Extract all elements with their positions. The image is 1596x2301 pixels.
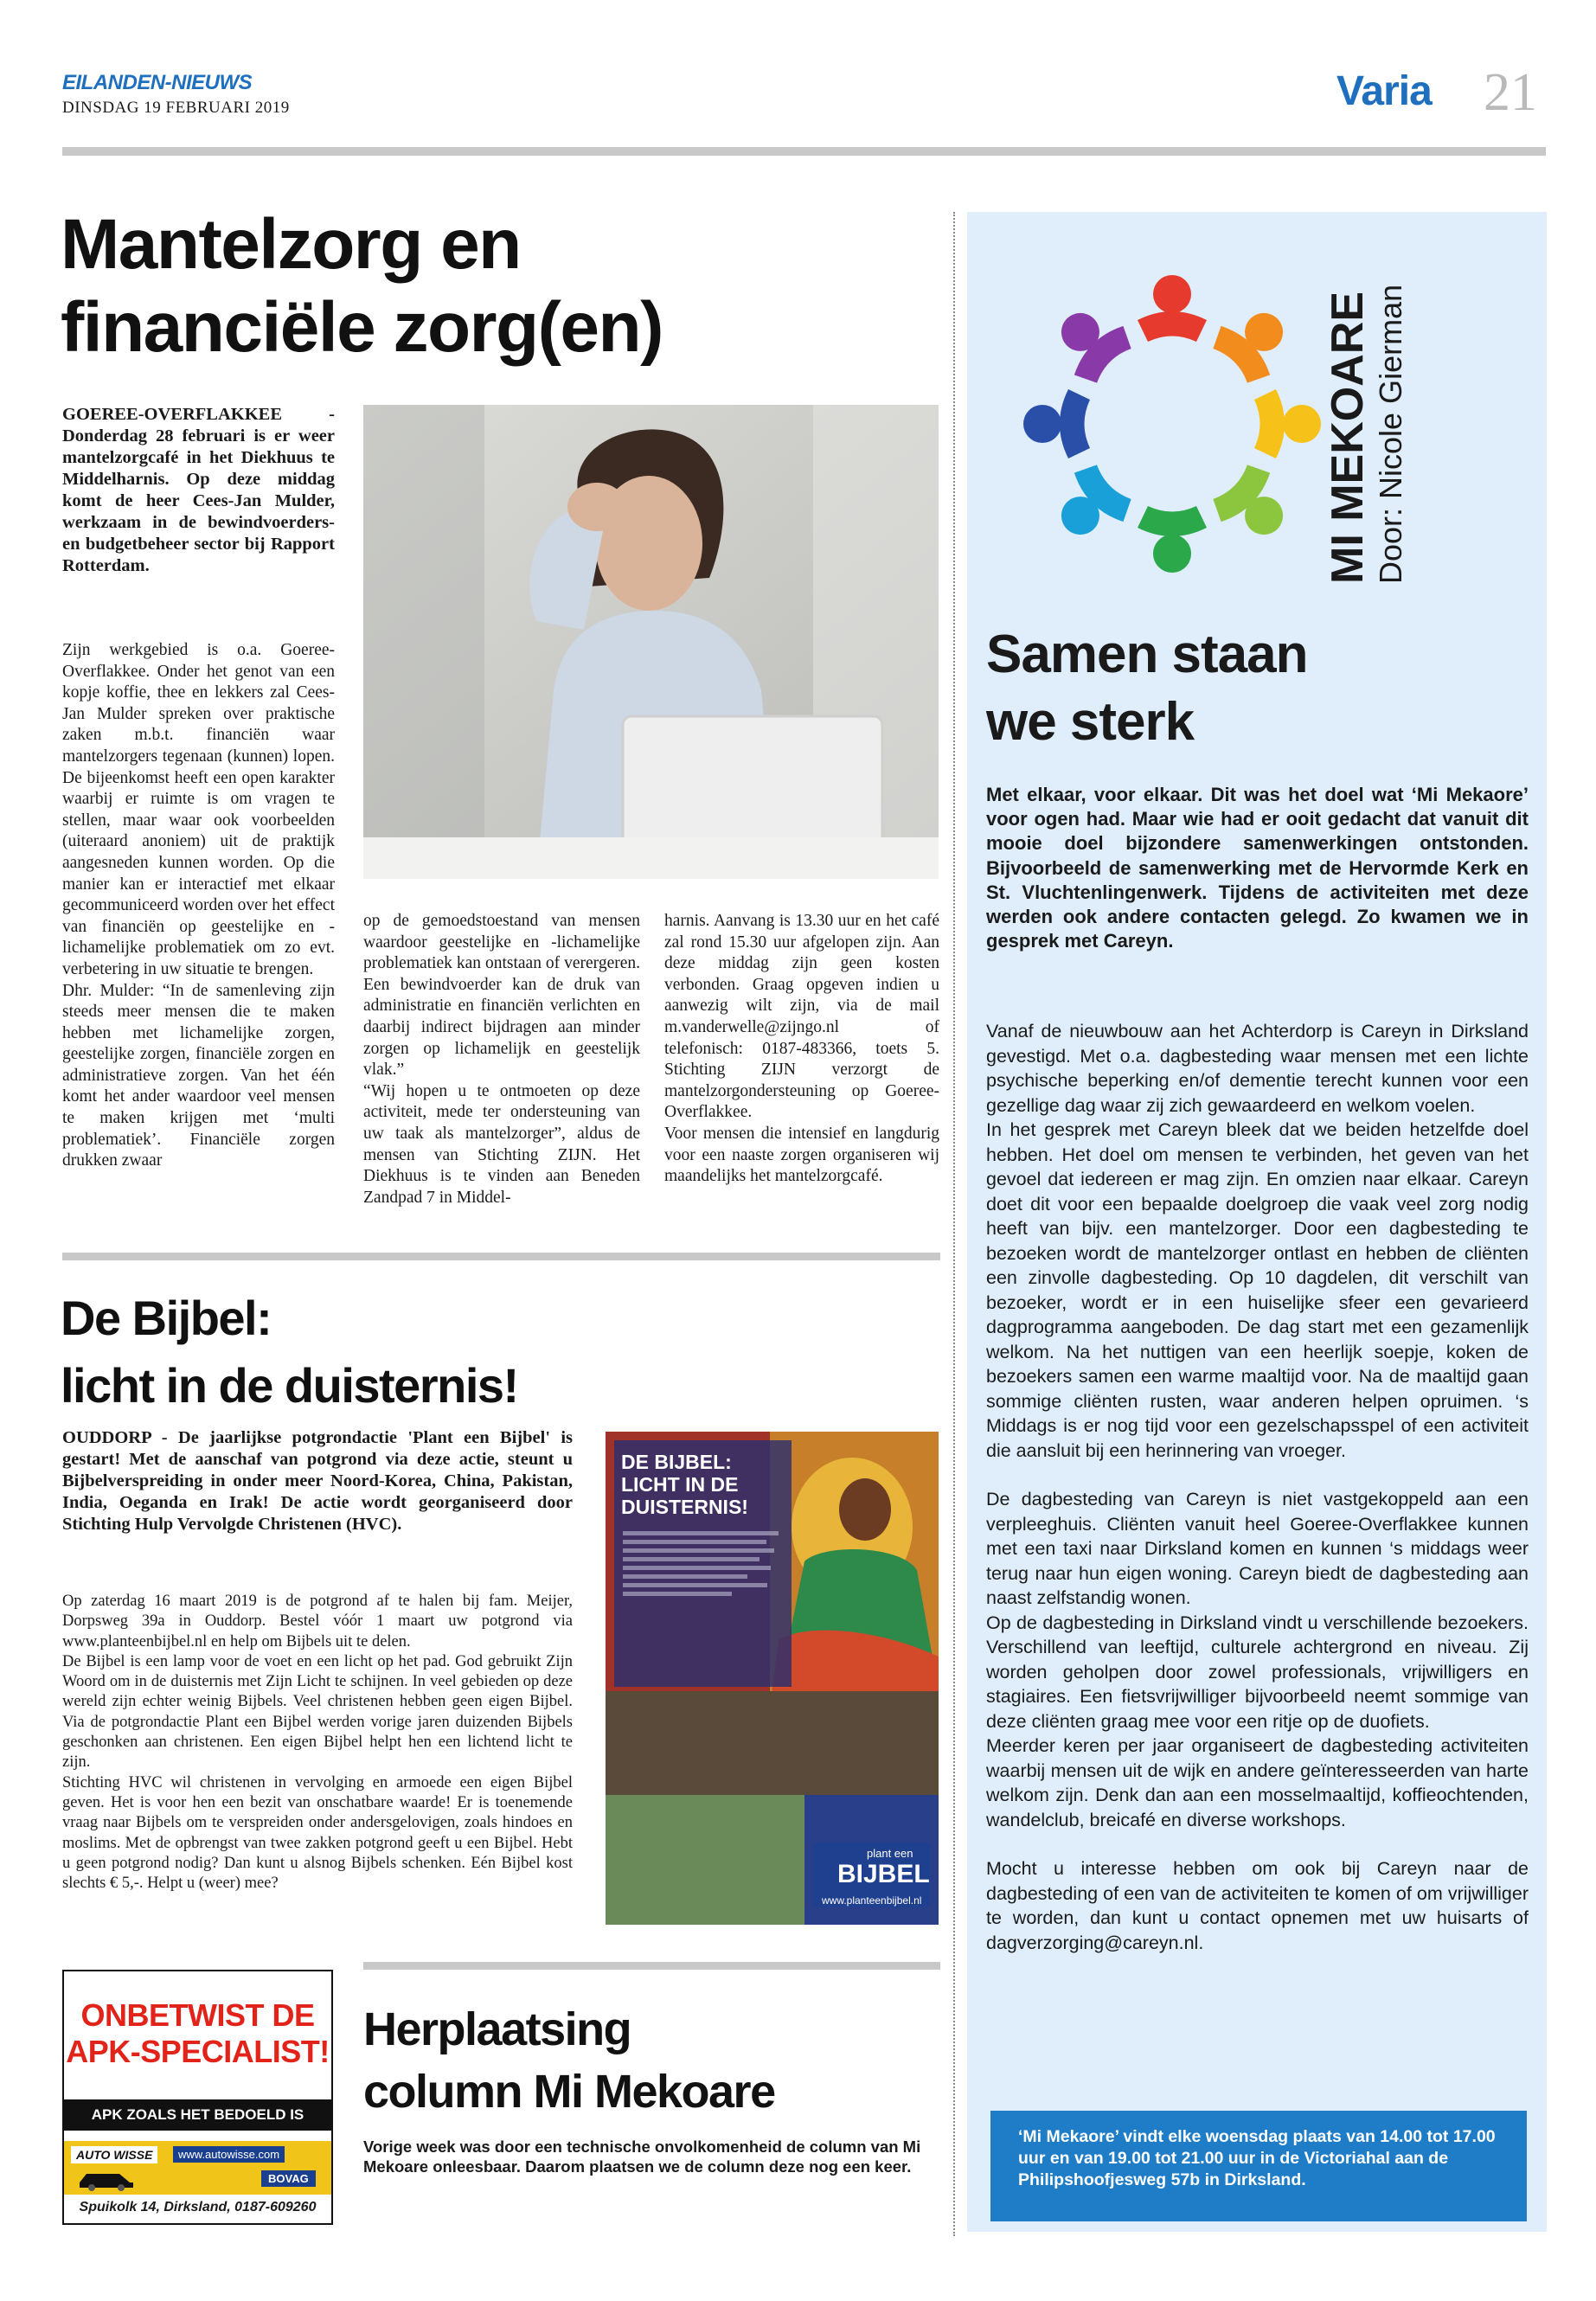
article2-title-line1: De Bijbel: (61, 1291, 272, 1345)
poster-url: www.planteenbijbel.nl (822, 1894, 922, 1907)
ad-logo-strip (64, 2141, 331, 2195)
column-p4: Op de dagbesteding in Dirksland vindt u verschillende bezoekers. Verschillend van leeftijd, culturele achtergrond en niveau. Zij worden geholpen door zowel professionals, vrijwilligers en stagiaires. Een fietsvrijwilliger bijvoorbeeld neemt sommige van deze cliënten graag mee voor een ritje op de duofiets. (986, 1612, 1529, 1732)
article1-title (61, 203, 663, 369)
article1-column3 (664, 911, 939, 1188)
article2-p2: De Bijbel is een lamp voor de voet en een licht op het pad. God gebruikt Zijn Woord om in de duisternis met Zijn Licht te schijnen. In veel gebieden op deze wereld zijn echter weinig Bijbels. Veel christenen hebben geen eigen Bijbel. Via de potgrondactie Plant een Bijbel werden vorige jaren duizenden Bijbels geschonken aan christenen. Een eigen Bijbel helpt hen een lichtend licht te zijn. (62, 1652, 573, 1772)
issue-date: DINSDAG 19 FEBRUARI 2019 (62, 99, 290, 117)
article1-col1-p2: Dhr. Mulder: “In de samenleving zijn steeds meer mensen die te maken hebben met lichamelijke zorgen, geestelijke zorgen, financiële zorgen en administratieve zorgen. Van het één komt het ander waardoor veel mensen te maken krijgen met ‘multi problematiek’. Financiële zorgen drukken zwaar (62, 981, 335, 1170)
poster-brand: BIJBEL (837, 1860, 930, 1888)
page-number: 21 (1484, 63, 1537, 122)
column-body (986, 1019, 1529, 1955)
poster-title: DE BIJBEL: LICHT IN DE DUISTERNIS! (621, 1451, 748, 1518)
ad-bovag: BOVAG (261, 2170, 316, 2187)
header-rule (62, 147, 1546, 156)
article2-p1: Op zaterdag 16 maart 2019 is de potgrond af te halen bij fam. Meijer, Dorpsweg 39a in Ouddorp. Bestel vóór 1 maart uw potgrond via www.planteenbijbel.nl en help om Bijbels uit te delen. (62, 1593, 573, 1650)
column-title-line2: we sterk (986, 692, 1195, 752)
article1-col3-p2: Voor mensen die intensief en langdurig voor een naaste zorgen organiseren wij maandelijks het mantelzorgcafé. (664, 1124, 939, 1186)
article1-column1 (62, 640, 335, 1172)
article3-title (363, 1998, 775, 2123)
article3-text: Vorige week was door een technische onvolkomenheid de column van Mi Mekoare onleesbaar. Daarom plaatsen we de column deze nog een keer. (363, 2138, 921, 2176)
column-p6: Mocht u interesse hebben om ook bij Careyn naar de dagbesteding of een van de activiteiten te komen of om vrijwilliger te worden, dan kunt u contact opnemen met uw huisarts of dagverzorging@careyn.nl. (986, 1858, 1529, 1953)
section-label: Varia (1336, 68, 1432, 114)
ad-headline (64, 1997, 331, 2070)
article2-p3: Stichting HVC wil christenen in vervolging en armoede een eigen Bijbel geven. Het is voor hen een bezit van onschatbare waarde! Er is toenemende vraag naar Bijbels om te verspreiden onder andersgelovigen, zoals hindoes en moslims. Met de opbrengst van twee zakken potgrond geeft u een Bijbel. Hebt u geen potgrond nodig? Dan kunt u alsnog Bijbels schenken. Eén Bijbel kost slechts € 5,-. Helpt u (weer) mee? (62, 1773, 573, 1893)
column-p5: Meerder keren per jaar organiseert de dagbesteding activiteiten waarbij mensen uit de wijk en andere geïnteresseerden van harte welkom zijn. Denk dan aan een mosselmaaltijd, koffieochtenden, wandelclub, breicafé en diverse workshops. (986, 1735, 1529, 1830)
ad-address: Spuikolk 14, Dirksland, 0187-609260 (79, 2200, 317, 2214)
column-brand: MI MEKOARE (1323, 292, 1373, 584)
article2-body (62, 1592, 573, 1894)
poster-brand-small: plant een (867, 1847, 913, 1860)
column-divider (953, 212, 955, 2236)
car-icon (76, 2165, 137, 2191)
column-infobox: ‘Mi Mekaore’ vindt elke woensdag plaats van 14.00 tot 17.00 uur en van 19.00 tot 21.00 uur in de Victoriahal aan de Philipshoofjesweg 57b in Dirksland. (990, 2111, 1527, 2221)
article2-title (61, 1285, 518, 1420)
column-p2: In het gesprek met Careyn bleek dat we beiden hetzelfde doel hebben. Het doel om mensen te verbinden, het geven van het gevoel dat iedereen er mag zijn. En omzien naar elkaar. Careyn doet dit voor een bepaalde doelgroep die vaak veel zorg nodig heeft van bijv. een mantelzorger. Door een dagbesteding te bezoeken wordt de mantelzorger ontlast en hebben de cliënten een zinvolle dagbesteding. Op 10 dagdelen, dit verschilt van bezoeker, wordt er in een huiselijke sfeer een gevarieerd dagprogramma aangeboden. De dag start met een gezamenlijk welkom. Na het nuttigen van een heerlijk soepje, koken de bezoekers samen een warme maaltijd voor. Na de maaltijd gaan sommige cliënten rusten, waar anderen helpen opruimen. ‘s Middags is er nog tijd voor een gezelschapsspel of een activiteit die aansluit bij een herinnering van vroeger. (986, 1119, 1529, 1461)
divider-rule-2 (363, 1962, 940, 1970)
column-lead: Met elkaar, voor elkaar. Dit was het doel wat ‘Mi Mekaore’ voor ogen had. Maar wie had er ooit gedacht dat vanuit dit mooie doel bijzondere samenwerkingen ontstonden. Bijvoorbeeld de samenwerking met de Hervormde Kerk en St. Vluchtenlingenwerk. Tijdens de activiteiten met deze werden ook andere contacten gelegd. Zo kwamen we in gesprek met Careyn. (986, 784, 1529, 952)
article1-col3-p1: harnis. Aanvang is 13.30 uur en het café zal rond 15.30 uur afgelopen zijn. Aan deze middag zijn geen kosten verbonden. Graag opgeven indien u aanwezig wilt zijn, via de mail m.vanderwelle@zijngo.nl of telefonisch: 0187-483366, toets 5. Stichting ZIJN verzorgt de mantelzorgondersteuning op Goeree-Overflakkee. (664, 912, 939, 1122)
autowisse-ad (62, 1970, 333, 2225)
poster-fineprint (623, 1531, 779, 1596)
article1-lead: GOEREE-OVERFLAKKEE - Donderdag 28 februari is er weer mantelzorgcafé in het Diekhuus te Middelharnis. Op deze middag komt de heer Cees-Jan Mulder, werkzaam in de bewindvoerders- en budgetbeheer sector bij Rapport Rotterdam. (62, 405, 335, 575)
column-author: Door: Nicole Gierman (1373, 284, 1408, 584)
ad-tagline: APK ZOALS HET BEDOELD IS (64, 2099, 331, 2131)
article1-photo (363, 405, 939, 879)
article1-column2 (363, 911, 640, 1208)
ad-headline-line2: APK-SPECIALIST! (66, 2034, 330, 2069)
masthead: EILANDEN-NIEUWS (62, 71, 253, 94)
column-title (986, 621, 1308, 756)
article1-col2-p1: op de gemoedstoestand van mensen waardoor geestelijke en -lichamelijke problematiek kan ontstaan of verergeren. Een bewindvoerder kan de druk van administratie en financiën verlichten en daarbij indirect bijdragen aan minder zorgen op lichamelijk en geestelijk vlak.” (363, 912, 640, 1080)
divider-rule (62, 1253, 940, 1260)
article1-col2-p2: “Wij hopen u te ontmoeten op deze activiteit, mede ter ondersteuning van uw taak als mantelzorger”, aldus de mensen van Stichting ZIJN. Het Diekhuus is te vinden aan Beneden Zandpad 7 in Middel- (363, 1081, 640, 1207)
column-title-line1: Samen staan (986, 625, 1308, 684)
article1-title-line2: financiële zorg(en) (61, 288, 663, 367)
ad-headline-line1: ONBETWIST DE (80, 1997, 315, 2033)
column-p3: De dagbesteding van Careyn is niet vastgekoppeld aan een verpleeghuis. Cliënten vanuit heel Goeree-Overflakkee kunnen met een taxi naar Dirksland komen en kunnen ‘s middags weer terug naar hun eigen woning. Careyn biedt de dagbesteding aan naast zelfstandig wonen. (986, 1489, 1529, 1608)
column-p1: Vanaf de nieuwbouw aan het Achterdorp is Careyn in Dirksland gevestigd. Met o.a. dagbesteding waar mensen met een lichte psychische beperking en/of dementie terecht kunnen voor een gezellige dag waar zij zich gewaardeerd en welkom voelen. (986, 1021, 1529, 1116)
article1-title-line1: Mantelzorg en (61, 205, 521, 284)
article1-col1-p1: Zijn werkgebied is o.a. Goeree-Overflakkee. Onder het genot van een kopje koffie, thee en lekkers zal Cees-Jan Mulder spreken over praktische zaken m.b.t. financiën waar mantelzorgers tegenaan (kunnen) lopen. De bijeenkomst heeft een open karakter waarbij er ruimte is om vragen te stellen, maar waar ook voorbeelden (uiteraard anoniem) uit de praktijk aangesneden kunnen worden. Op die manier kan er interactief met elkaar gecommuniceerd worden over het effect van financiën op geestelijke en - lichamelijke problematiek om zo evt. verbetering in uw situatie te brengen. (62, 641, 335, 978)
people-circle-logo (982, 268, 1362, 588)
article2-title-line2: licht in de duisternis! (61, 1358, 518, 1413)
article3-title-line1: Herplaatsing (363, 2003, 631, 2055)
article3-title-line2: column Mi Mekoare (363, 2066, 775, 2118)
worried-woman-photo (363, 405, 939, 879)
ad-website: www.autowisse.com (173, 2146, 285, 2163)
bijbel-poster (606, 1432, 939, 1925)
ad-brand: AUTO WISSE (71, 2146, 157, 2163)
article2-lead: OUDDORP - De jaarlijkse potgrondactie 'Plant een Bijbel' is gestart! Met de aanschaf van potgrond via deze actie, steunt u Bijbelverspreiding in onder meer Noord-Korea, China, Pakistan, India, Oeganda en Irak! De actie wordt georganiseerd door Stichting Hulp Vervolgde Christenen (HVC). (62, 1428, 573, 1534)
